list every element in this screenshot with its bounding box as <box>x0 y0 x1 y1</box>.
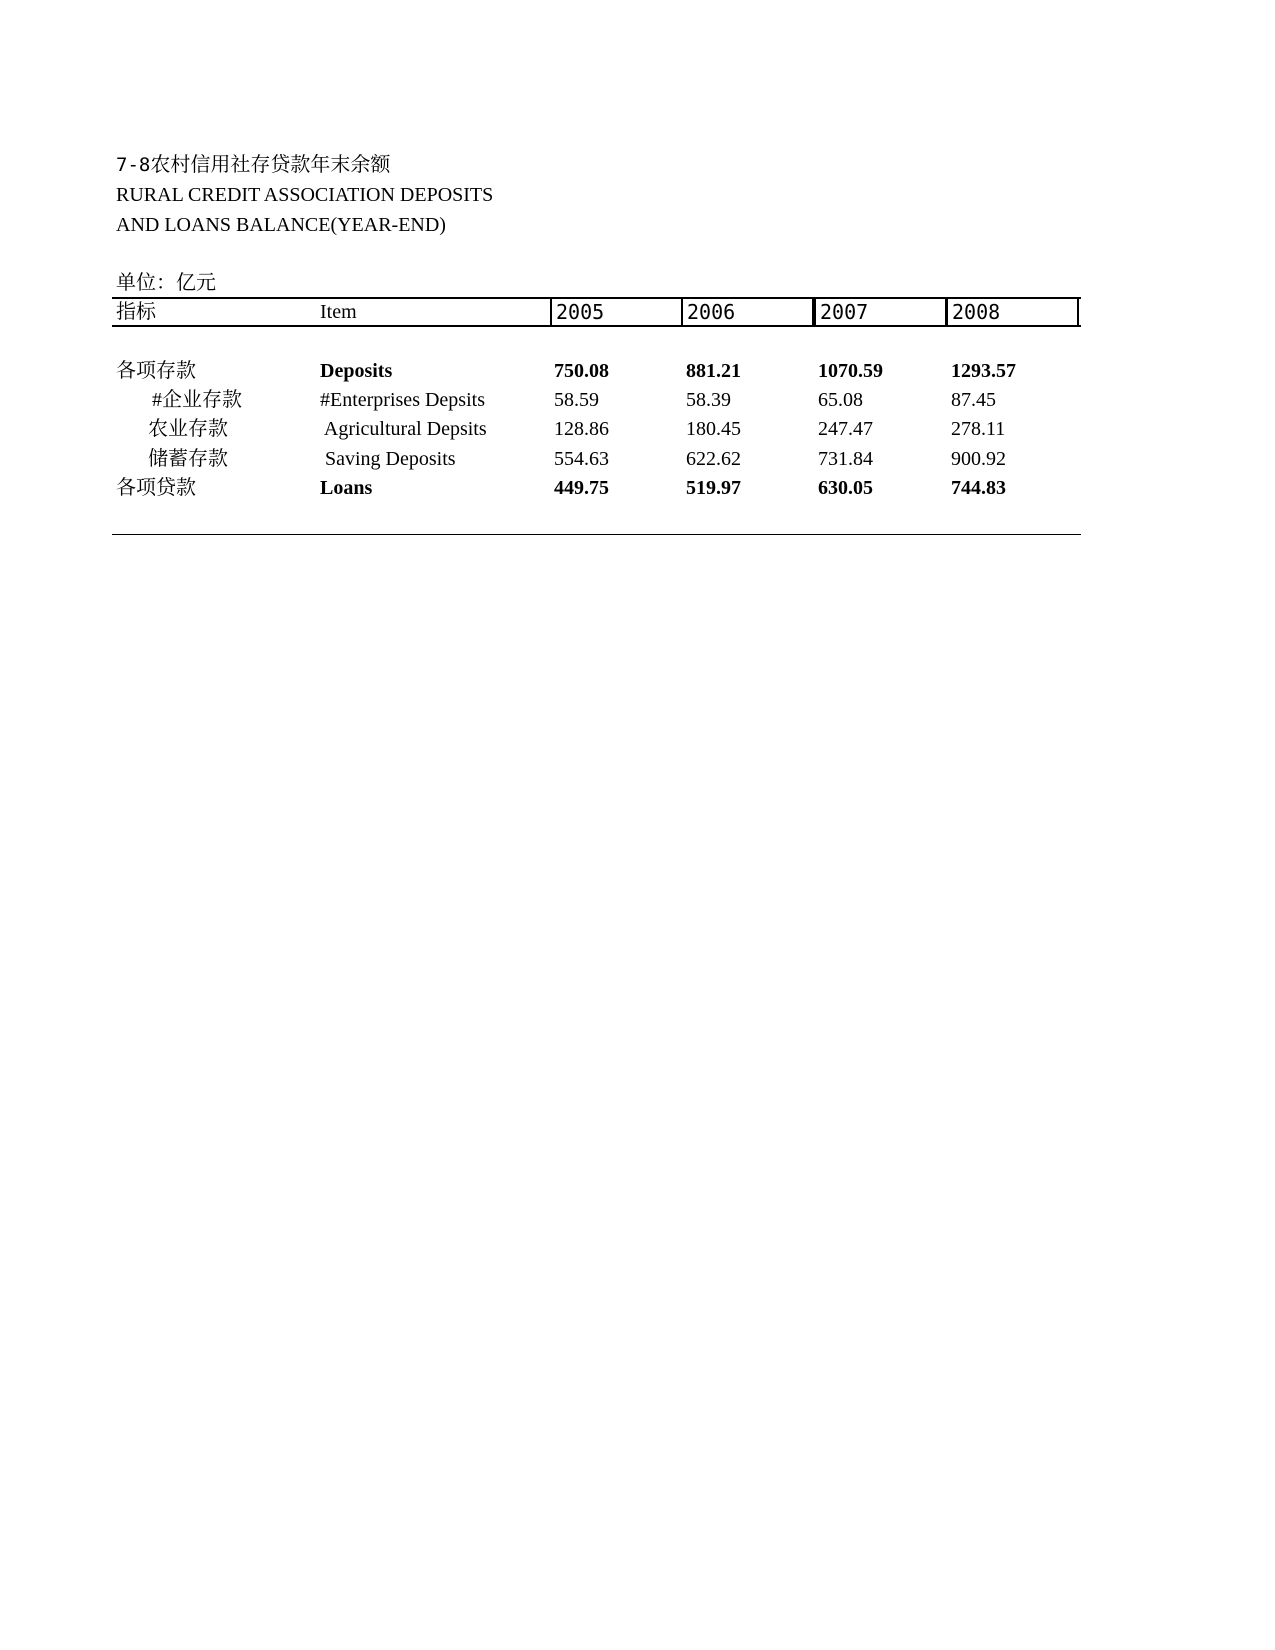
value-2007: 1070.59 <box>818 360 883 382</box>
header-year-2007: 2007 <box>814 297 947 327</box>
row-label-en: #Enterprises Depsits <box>320 389 485 411</box>
value-2007: 65.08 <box>818 389 863 411</box>
value-2005: 58.59 <box>554 389 599 411</box>
value-2008: 87.45 <box>951 389 996 411</box>
table-row <box>0 473 1275 503</box>
table-number: 7-8 <box>116 154 151 176</box>
value-2006: 881.21 <box>686 360 741 382</box>
table-row <box>0 385 1275 415</box>
value-2005: 750.08 <box>554 360 609 382</box>
header-indicator-zh: 指标 <box>116 301 156 323</box>
unit-label: 单位：亿元 <box>116 272 216 294</box>
value-2006: 622.62 <box>686 448 741 470</box>
row-label-en: Loans <box>320 477 373 499</box>
title-en-line2: AND LOANS BALANCE(YEAR-END) <box>116 214 446 236</box>
value-2008: 1293.57 <box>951 360 1016 382</box>
table-row <box>0 356 1275 386</box>
value-2005: 554.63 <box>554 448 609 470</box>
row-label-zh: 储蓄存款 <box>148 448 228 470</box>
value-2008: 278.11 <box>951 418 1006 440</box>
value-2005: 128.86 <box>554 418 609 440</box>
value-2007: 731.84 <box>818 448 873 470</box>
header-year-2006: 2006 <box>681 297 814 327</box>
row-label-en: Saving Deposits <box>320 448 456 470</box>
value-2006: 519.97 <box>686 477 741 499</box>
row-label-zh: 各项存款 <box>116 360 196 382</box>
value-2007: 630.05 <box>818 477 873 499</box>
title-zh: 农村信用社存贷款年末余额 <box>150 154 391 176</box>
value-2006: 180.45 <box>686 418 741 440</box>
value-2008: 900.92 <box>951 448 1006 470</box>
header-item-en: Item <box>320 301 357 323</box>
row-label-zh: #企业存款 <box>152 389 242 411</box>
row-label-en: Deposits <box>320 360 393 382</box>
page-title <box>116 150 390 180</box>
value-2008: 744.83 <box>951 477 1006 499</box>
table-bottom-rule <box>112 534 1081 535</box>
row-label-en: Agricultural Depsits <box>320 418 487 440</box>
header-year-2005: 2005 <box>550 297 683 327</box>
header-year-2008: 2008 <box>946 297 1079 327</box>
value-2005: 449.75 <box>554 477 609 499</box>
value-2007: 247.47 <box>818 418 873 440</box>
title-en-line1: RURAL CREDIT ASSOCIATION DEPOSITS <box>116 184 494 206</box>
table-row <box>0 444 1275 474</box>
value-2006: 58.39 <box>686 389 731 411</box>
row-label-zh: 各项贷款 <box>116 477 196 499</box>
table-row <box>0 414 1275 444</box>
row-label-zh: 农业存款 <box>148 418 228 440</box>
